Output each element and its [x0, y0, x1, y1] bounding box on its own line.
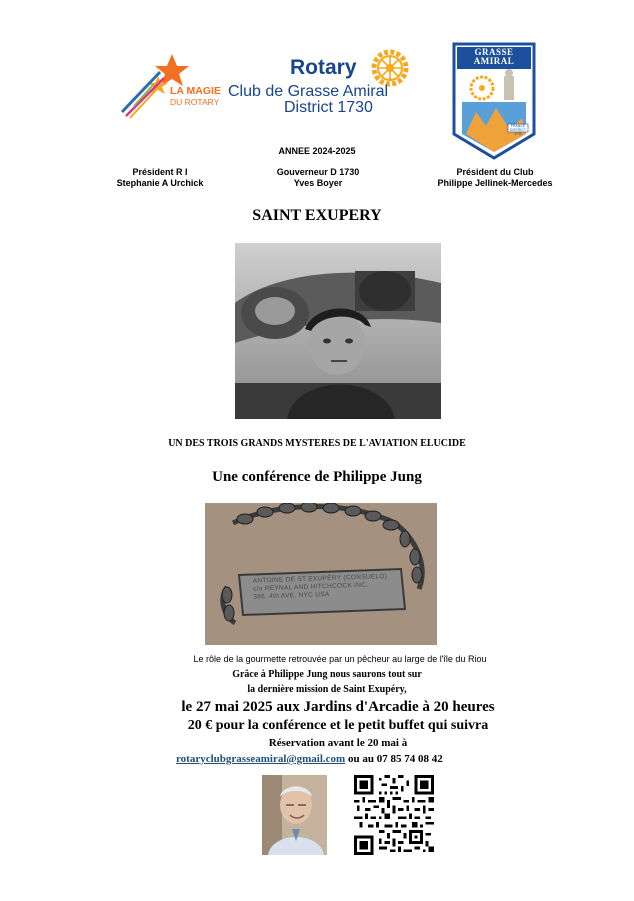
rotary-wheel-icon	[370, 48, 410, 88]
officer-name: Yves Boyer	[293, 178, 343, 188]
banner-line1: GRASSE	[474, 47, 514, 57]
officer-title: Gouverneur D 1730	[276, 167, 360, 177]
banner-line2: AMIRAL	[473, 56, 515, 66]
reservation-note: Réservation avant le 20 mai à	[268, 737, 408, 749]
year-label: ANNEE 2024-2025	[278, 146, 356, 156]
officer-name: Stephanie A Urchick	[116, 178, 204, 188]
engraving-line: ANTOINE DE ST EXUPÉRY (CONSUELO)	[252, 572, 388, 585]
club-name: Club de Grasse Amiral	[228, 83, 389, 100]
officer-club-president	[405, 167, 585, 189]
officer-title: Président R I	[132, 167, 188, 177]
officer-president-ri	[85, 167, 235, 189]
officer-name: Philippe Jellinek-Mercedes	[437, 178, 553, 188]
engraving-line: c/o REYNAL AND HITCHCOCK INC.	[252, 581, 369, 593]
conference-heading: Une conférence de Philippe Jung	[212, 469, 422, 485]
contact-line	[176, 753, 506, 765]
info-line-1: Grâce à Philippe Jung nous saurons tout sur	[232, 669, 422, 680]
rotary-club-logo	[228, 48, 418, 118]
info-line-2: la dernière mission de Saint Exupéry,	[247, 684, 407, 695]
officer-governor	[243, 167, 393, 189]
club-banner	[452, 42, 536, 160]
rotary-word: Rotary	[290, 56, 357, 79]
magie-line1: LA MAGIE	[170, 85, 221, 97]
subtitle: UN DES TROIS GRANDS MYSTERES DE L'AVIATION ELUCIDE	[168, 438, 466, 449]
saint-exupery-photo	[235, 243, 441, 419]
bracelet-photo	[205, 503, 437, 645]
banner-footer2: DISTRICT 1730	[509, 128, 527, 136]
banner-footer1: FRANCE	[510, 124, 526, 128]
bracelet-caption: Le rôle de la gourmette retrouvée par un pêcheur au large de l'île du Riou	[193, 654, 487, 664]
page-title: SAINT EXUPERY	[252, 207, 382, 224]
speaker-photo	[262, 775, 327, 855]
event-date: le 27 mai 2025 aux Jardins d'Arcadie à 20 heures	[181, 699, 495, 715]
district-label: District 1730	[284, 99, 373, 116]
officer-title: Président du Club	[456, 167, 534, 177]
phone-text: ou au 07 85 74 08 42	[347, 753, 443, 765]
magie-logo	[120, 50, 230, 120]
email-link[interactable]: rotaryclubgrasseamiral@gmail.com	[176, 753, 346, 765]
magie-line2: DU ROTARY	[170, 97, 220, 107]
engraving-line: 386. 4th AVE. NYC USA	[253, 590, 330, 601]
qr-code[interactable]	[354, 775, 434, 855]
price-info: 20 € pour la conférence et le petit buffet qui suivra	[187, 718, 489, 733]
